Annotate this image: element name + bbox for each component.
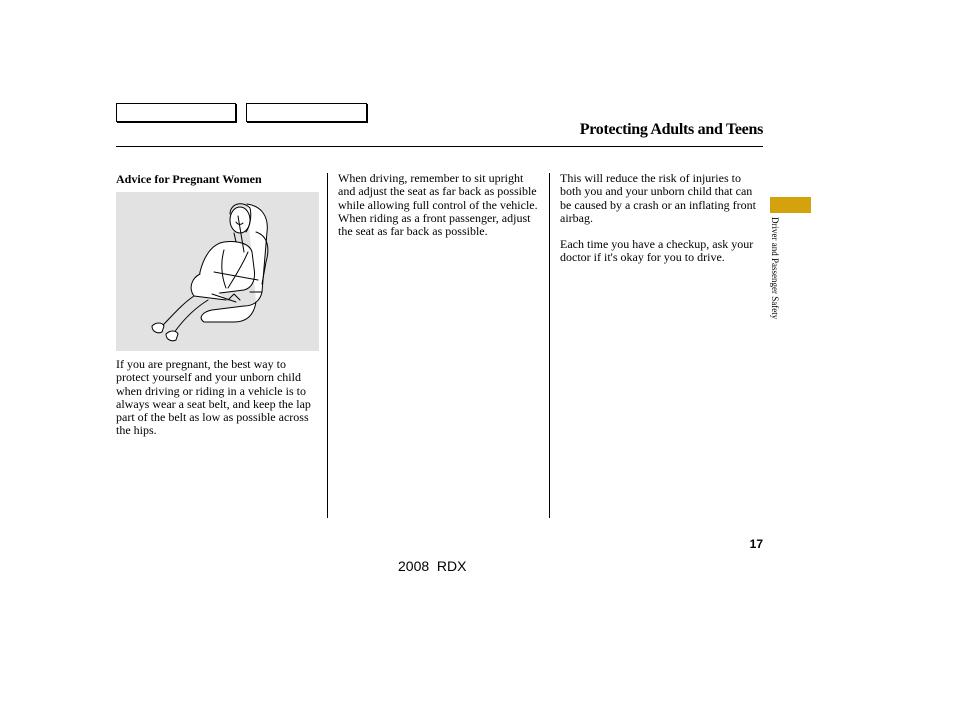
middle-column-paragraph: When driving, remember to sit upright and adjust the seat as far back as possible while allowing full control of the vehicle. When riding as a front passenger, adjust the seat as far back as possible.	[338, 171, 538, 239]
side-section-label: Driver and Passenger Safety	[770, 217, 780, 320]
left-column-paragraph: If you are pregnant, the best way to protect yourself and your unborn child when driving or riding in a vehicle is to always wear a seat belt, and keep the lap part of the belt as low as possible across the hips.	[116, 357, 311, 438]
page-number: 17	[749, 537, 763, 551]
footer-model: 2008 RDX	[398, 558, 467, 574]
right-column-paragraph-1: This will reduce the risk of injuries to both you and your unborn child that can be caused by a crash or an inflating front airbag.	[560, 171, 756, 225]
column-divider-2	[549, 173, 550, 518]
title-divider	[116, 146, 763, 147]
nav-box-left[interactable]	[116, 103, 236, 122]
column-divider-1	[327, 173, 328, 518]
pregnant-woman-illustration	[116, 192, 319, 351]
section-heading: Advice for Pregnant Women	[116, 172, 262, 186]
right-column-paragraph-2: Each time you have a checkup, ask your doctor if it's okay for you to drive.	[560, 237, 754, 265]
page-title: Protecting Adults and Teens	[579, 121, 763, 138]
section-tab-marker[interactable]	[770, 197, 811, 213]
nav-box-right[interactable]	[246, 103, 367, 122]
